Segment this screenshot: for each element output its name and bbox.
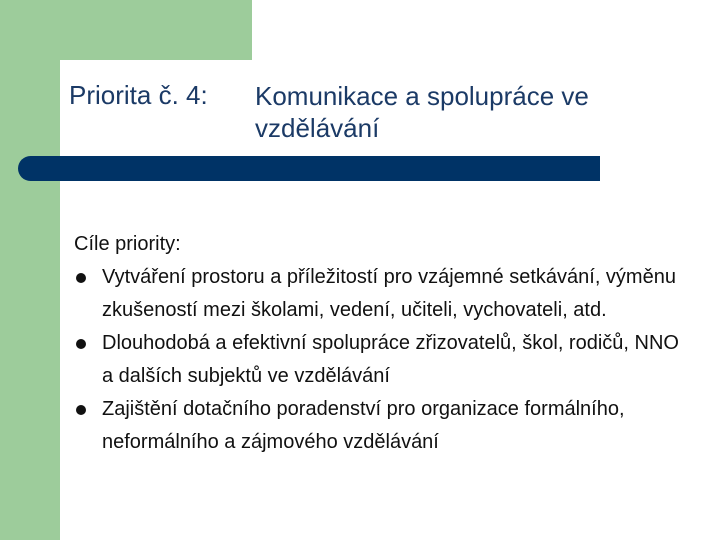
list-item <box>74 261 694 327</box>
list-item <box>74 327 694 393</box>
bullet-icon <box>76 339 86 349</box>
bullet-icon <box>76 405 86 415</box>
slide-title-prefix: Priorita č. 4: <box>69 80 208 110</box>
title-divider-bar <box>18 156 600 181</box>
subtitle: Cíle priority: <box>74 233 181 255</box>
slide-content <box>74 228 694 459</box>
list-item-text: Zajištění dotačního poradenství pro organizace formálního, neformálního a zájmového vzdělávání <box>102 398 625 453</box>
list-item <box>74 393 694 459</box>
list-item-text: Dlouhodobá a efektivní spolupráce zřizovatelů, škol, rodičů, NNO a dalších subjektů ve vzdělávání <box>102 332 679 387</box>
left-accent-strip <box>0 0 60 540</box>
list-item-text: Vytváření prostoru a příležitostí pro vzájemné setkávání, výměnu zkušeností mezi školami, vedení, učiteli, vychovateli, atd. <box>102 266 676 321</box>
bullet-icon <box>76 273 86 283</box>
slide-title: Komunikace a spolupráce ve vzdělávání <box>255 81 589 143</box>
bullet-list <box>74 261 694 459</box>
